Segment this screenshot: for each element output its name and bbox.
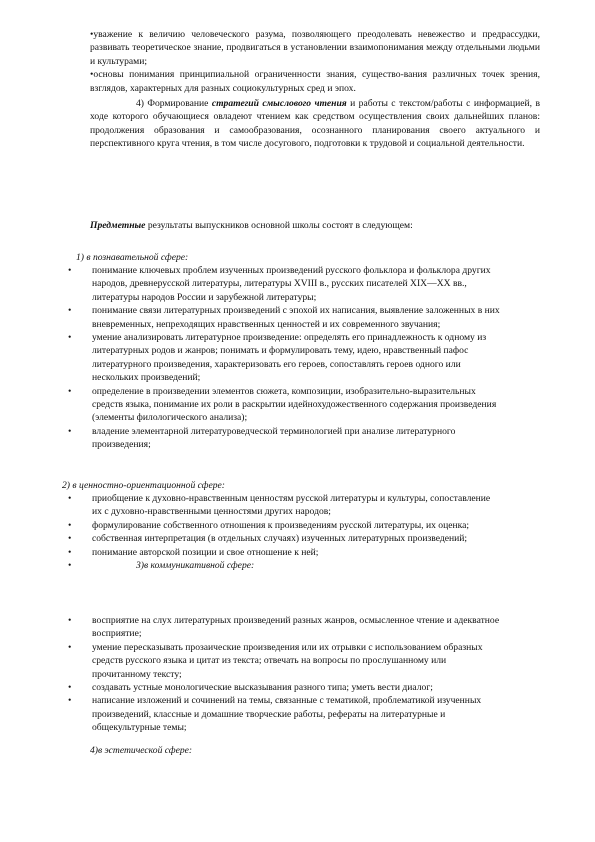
paragraph-limits-of-knowledge: •основы понимания принципиальной ограниченности знания, существо-вания различных точек зрения, взглядов, характерных для разных социокультурных сред и эпох. bbox=[90, 69, 540, 94]
list-item: • формулирование собственного отношения к произведениям русской литературы, их оценка; bbox=[68, 519, 470, 531]
heading-aesthetic-sphere: 4)в эстетической сфере: bbox=[90, 745, 193, 756]
heading-communicative-sphere: 3)в коммуникативной сфере: bbox=[136, 560, 255, 572]
list-item: • определение в произведении элементов сюжета, композиции, изобразительно-выразительных средств языка, понимание их роли в раскрытии идейнохудожественного содержания произведения (элементы филологического анализа); bbox=[68, 385, 497, 424]
intro-block bbox=[90, 28, 540, 151]
emphasis-reading-strategies: стратегий смыслового чтения bbox=[211, 98, 347, 110]
emphasis-subject: Предметные bbox=[90, 220, 146, 231]
list-item: • владение элементарной литературоведческой терминологией при анализе литературного произведения; bbox=[68, 425, 456, 451]
paragraph-respect-reason: •уважение к величию человеческого разума, позволяющего преодолевать невежество и предрассудки, развивать теоретическое знание, продвигаться в установлении взаимопонимания между отдельными людьми и культурами; bbox=[90, 29, 540, 67]
list-item: • написание изложений и сочинений на темы, связанные с тематикой, проблематикой изученных произведений, классные и домашние творческие работы, рефераты на литературные и общекультурные темы; bbox=[68, 695, 482, 734]
list-item: • создавать устные монологические высказывания разного типа; уметь вести диалог; bbox=[68, 682, 433, 694]
list-item: • понимание ключевых проблем изученных произведений русского фольклора и фольклора других народов, древнерусской литературы, литературы XVIII в., русских писателей XIX—XX вв., литературы народов России и зарубежной литературы; bbox=[68, 265, 491, 303]
paragraph-reading-strategies: 4) Формирование стратегий смыслового чтения и работы с текстом/работы с информацией, в ходе которого обучающиеся овладеют чтением как средством осуществления своих дальнейших планов: продолжения образования и самообразования, осознанного планирования своего актуального и перспективного круга чтения, в том числе досугового, подготовки к трудовой и социальной деятельности. bbox=[90, 98, 540, 150]
list-item: • понимание авторской позиции и свое отношение к ней; bbox=[68, 546, 319, 558]
list-value bbox=[0, 492, 595, 572]
list-item: • приобщение к духовно-нравственным ценностям русской литературы и культуры, сопоставление их с духовно-нравственными ценностями других народов; bbox=[68, 493, 491, 518]
list-item: • умение пересказывать прозаические произведения или их отрывки с использованием образных средств русского языка и цитат из текста; отвечать на вопросы по прослушанному или прочитанному тексту; bbox=[68, 641, 483, 680]
heading-value-sphere: 2) в ценностно-ориентационной сфере: bbox=[62, 480, 225, 491]
list-item: • понимание связи литературных произведений с эпохой их написания, выявление заложенных в них вневременных, непреходящих нравственных ценностей и их современного звучания; bbox=[68, 305, 500, 330]
list-item: • восприятие на слух литературных произведений разных жанров, осмысленное чтение и адекватное восприятие; bbox=[68, 615, 500, 640]
list-item: • умение анализировать литературное произведение: определять его принадлежность к одному из литературных родов и жанров; понимать и формулировать тему, идею, нравственный пафос литературного произведения, характеризовать его героев, сопоставлять героев одного или нескольких произведений; bbox=[68, 332, 487, 384]
subject-results-intro: Предметные результаты выпускников основной школы состоят в следующем: bbox=[90, 220, 413, 231]
heading-cognitive-sphere: 1) в познавательной сфере: bbox=[76, 252, 189, 263]
list-item: • собственная интерпретация (в отдельных случаях) изученных литературных произведений; bbox=[68, 533, 468, 545]
list-item-subheading: • 3)в коммуникативной сфере: bbox=[68, 560, 255, 572]
list-cognitive bbox=[0, 264, 595, 452]
list-communicative bbox=[0, 614, 595, 735]
